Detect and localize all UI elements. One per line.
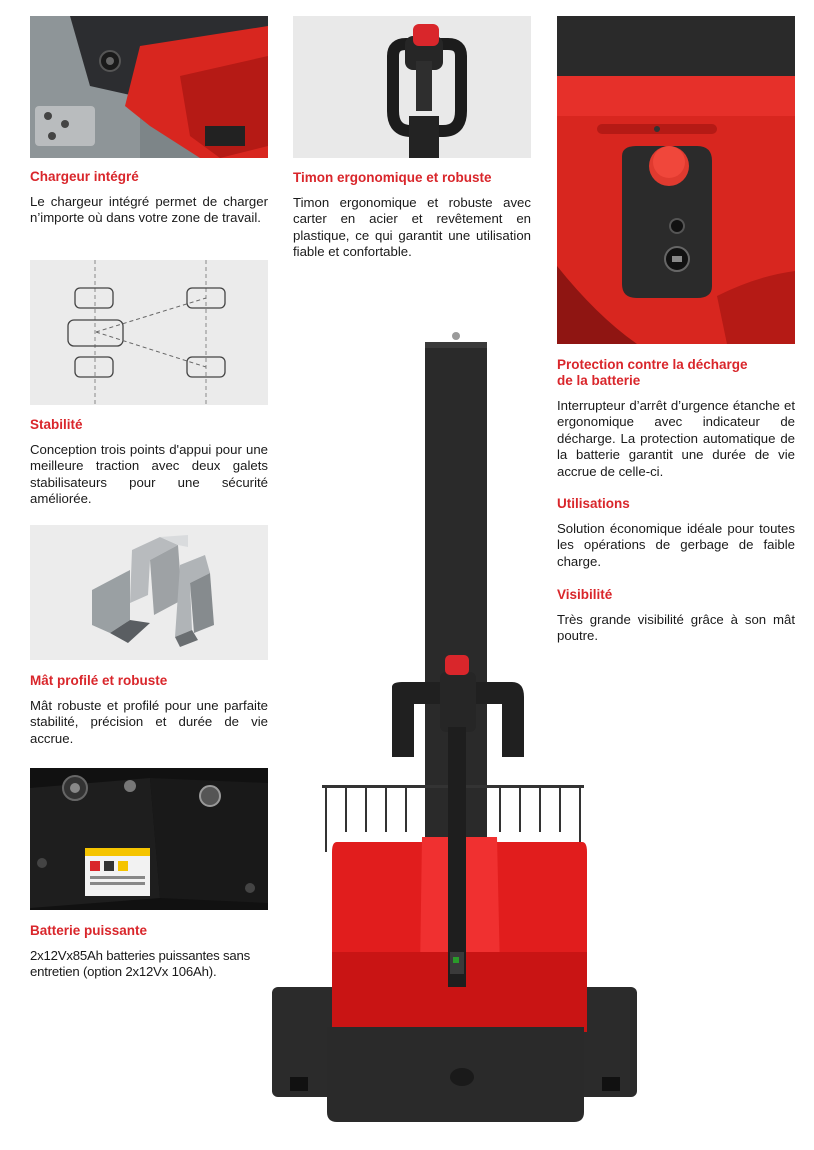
feature-text-visibilite: Très grande visibilité grâce à son mât poutre. (557, 612, 795, 644)
tiller-photo (293, 16, 531, 158)
feature-text-timon: Timon ergonomique et robuste avec carter en acier et revêtement en plastique, ce qui garantit une utilisation fiable et confortable. (293, 195, 531, 260)
feature-title-protection (557, 357, 748, 389)
battery-photo (30, 768, 268, 910)
feature-text-protection: Interrupteur d’arrêt d’urgence étanche et ergonomique avec indicateur de décharge. La protection automatique de la batterie garantit une durée de vie accrue de celle-ci. (557, 398, 795, 479)
feature-text-stabilite: Conception trois points d'appui pour une meilleure traction avec deux galets stabilisateurs pour une sécurité améliorée. (30, 442, 268, 507)
feature-title-batterie: Batterie puissante (30, 923, 148, 938)
feature-title-visibilite: Visibilité (557, 587, 613, 602)
feature-title-stabilite: Stabilité (30, 417, 83, 432)
feature-text-batterie: 2x12Vx85Ah batteries puissantes sans entretien (option 2x12Vx 106Ah). (30, 948, 251, 980)
feature-title-protection-line2: de la batterie (557, 373, 641, 388)
emergency-switch-photo (557, 16, 795, 344)
feature-title-protection-line1: Protection contre la décharge (557, 357, 748, 372)
feature-text-utilisations: Solution économique idéale pour toutes les opérations de gerbage de faible charge. (557, 521, 795, 569)
feature-title-utilisations: Utilisations (557, 496, 630, 511)
stability-diagram (30, 260, 268, 405)
feature-text-mat: Mât robuste et profilé pour une parfaite stabilité, précision et durée de vie accrue. (30, 698, 268, 746)
feature-title-timon: Timon ergonomique et robuste (293, 170, 492, 185)
mast-profile-photo (30, 525, 268, 660)
charger-photo (30, 16, 268, 158)
feature-text-chargeur: Le chargeur intégré permet de charger n’importe où dans votre zone de travail. (30, 194, 268, 226)
feature-title-chargeur: Chargeur intégré (30, 169, 139, 184)
feature-title-mat: Mât profilé et robuste (30, 673, 168, 688)
